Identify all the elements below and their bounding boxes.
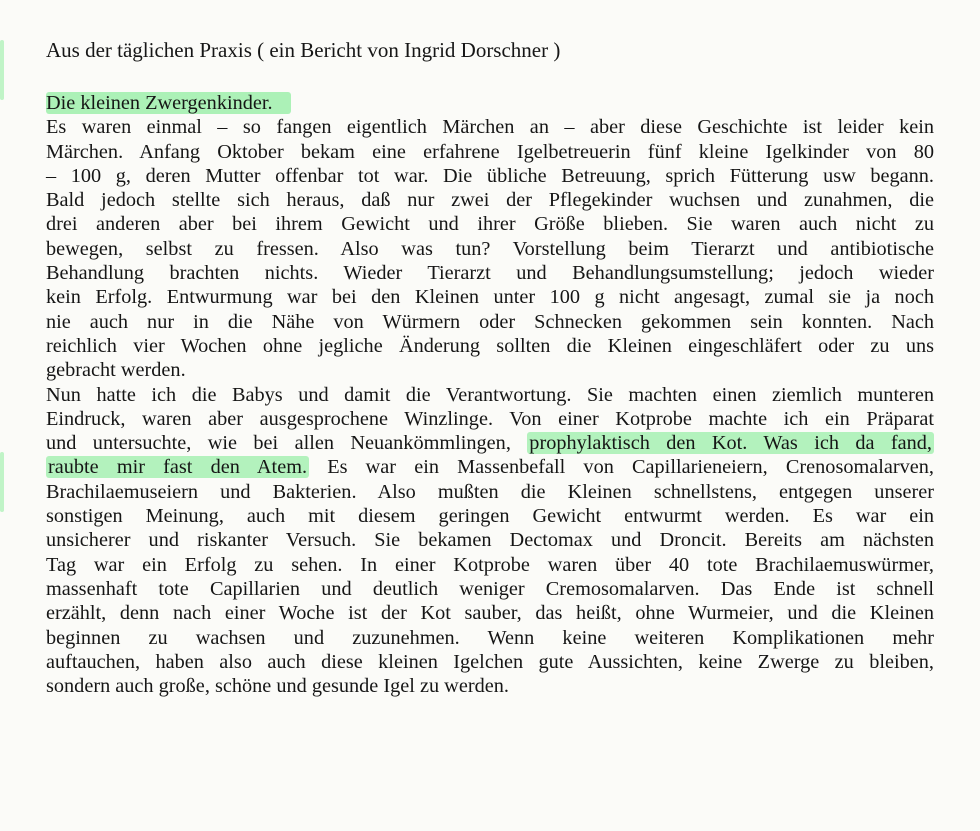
text-line: Nun hatte ich die Babys und damit die Verantwortung. Sie machten einen ziemlich munteren	[46, 383, 934, 406]
text-line: auftauchen, haben also auch diese kleinen Igelchen gute Aussichten, keine Zwerge zu bleiben,	[46, 650, 934, 673]
text-line: bewegen, selbst zu fressen. Also was tun? Vorstellung beim Tierarzt und antibiotische	[46, 237, 934, 260]
text-line: erzählt, denn nach einer Woche ist der Kot sauber, das heißt, ohne Wurmeier, und die Kleinen	[46, 602, 934, 625]
text-line: kein Erfolg. Entwurmung war bei den Kleinen unter 100 g nicht angesagt, zumal sie ja noch	[46, 286, 934, 309]
text-line-highlighted	[46, 455, 934, 479]
text-line: Es waren einmal – so fangen eigentlich Märchen an – aber diese Geschichte ist leider kein	[46, 116, 934, 139]
text-line: Tag war ein Erfolg zu sehen. In einer Kotprobe waren über 40 tote Brachilaemuswürmer,	[46, 553, 934, 576]
article-title-line	[46, 91, 934, 115]
text-line: nie auch nur in die Nähe von Würmern oder Schnecken gekommen sein konnten. Nach	[46, 310, 934, 333]
text-line: Bald jedoch stellte sich heraus, daß nur zwei der Pflegekinder wuchsen und zunahmen, die	[46, 189, 934, 212]
text-segment: Es war ein Massenbefall von Capillarieneiern, Crenosomalarven,	[327, 456, 935, 479]
report-header: Aus der täglichen Praxis ( ein Bericht von Ingrid Dorschner )	[46, 38, 561, 62]
text-line: beginnen zu wachsen und zuzunehmen. Wenn keine weiteren Komplikationen mehr	[46, 626, 934, 649]
margin-highlight-mark	[0, 40, 4, 100]
text-line: reichlich vier Wochen ohne jegliche Änderung sollten die Kleinen eingeschläfert oder zu uns	[46, 334, 934, 357]
highlighted-text: raubte mir fast den Atem.	[48, 456, 308, 479]
text-line: gebracht werden.	[46, 359, 186, 382]
text-line: Brachilaemuseiern und Bakterien. Also mußten die Kleinen schnellstens, entgegen unserer	[46, 480, 934, 503]
text-line: sondern auch große, schöne und gesunde Igel zu werden.	[46, 675, 509, 698]
text-line: sonstigen Meinung, auch mit diesem geringen Gewicht entwurmt werden. Es war ein	[46, 505, 934, 528]
article-title: Die kleinen Zwergenkinder.	[46, 92, 291, 114]
text-segment: und untersuchte, wie bei allen Neuankömmlingen,	[46, 432, 511, 455]
text-line: Behandlung brachten nichts. Wieder Tierarzt und Behandlungsumstellung; jedoch wieder	[46, 262, 934, 285]
text-line: massenhaft tote Capillarien und deutlich weniger Cremosomalarven. Das Ende ist schnell	[46, 577, 934, 600]
text-line-highlighted	[46, 431, 934, 455]
text-line: drei anderen aber bei ihrem Gewicht und ihrer Größe blieben. Sie waren auch nicht zu	[46, 213, 934, 236]
text-line: unsicherer und riskanter Versuch. Sie bekamen Dectomax und Droncit. Bereits am nächsten	[46, 529, 934, 552]
text-line: Eindruck, waren aber ausgesprochene Winzlinge. Von einer Kotprobe machte ich ein Präparat	[46, 407, 934, 430]
text-line: – 100 g, deren Mutter offenbar tot war. Die übliche Betreuung, sprich Fütterung usw begann.	[46, 164, 934, 187]
article-body	[46, 91, 934, 698]
text-line: Märchen. Anfang Oktober bekam eine erfahrene Igelbetreuerin fünf kleine Igelkinder von 80	[46, 140, 934, 163]
highlighted-text: prophylaktisch den Kot. Was ich da fand,	[529, 432, 932, 455]
margin-highlight-mark	[0, 452, 4, 512]
